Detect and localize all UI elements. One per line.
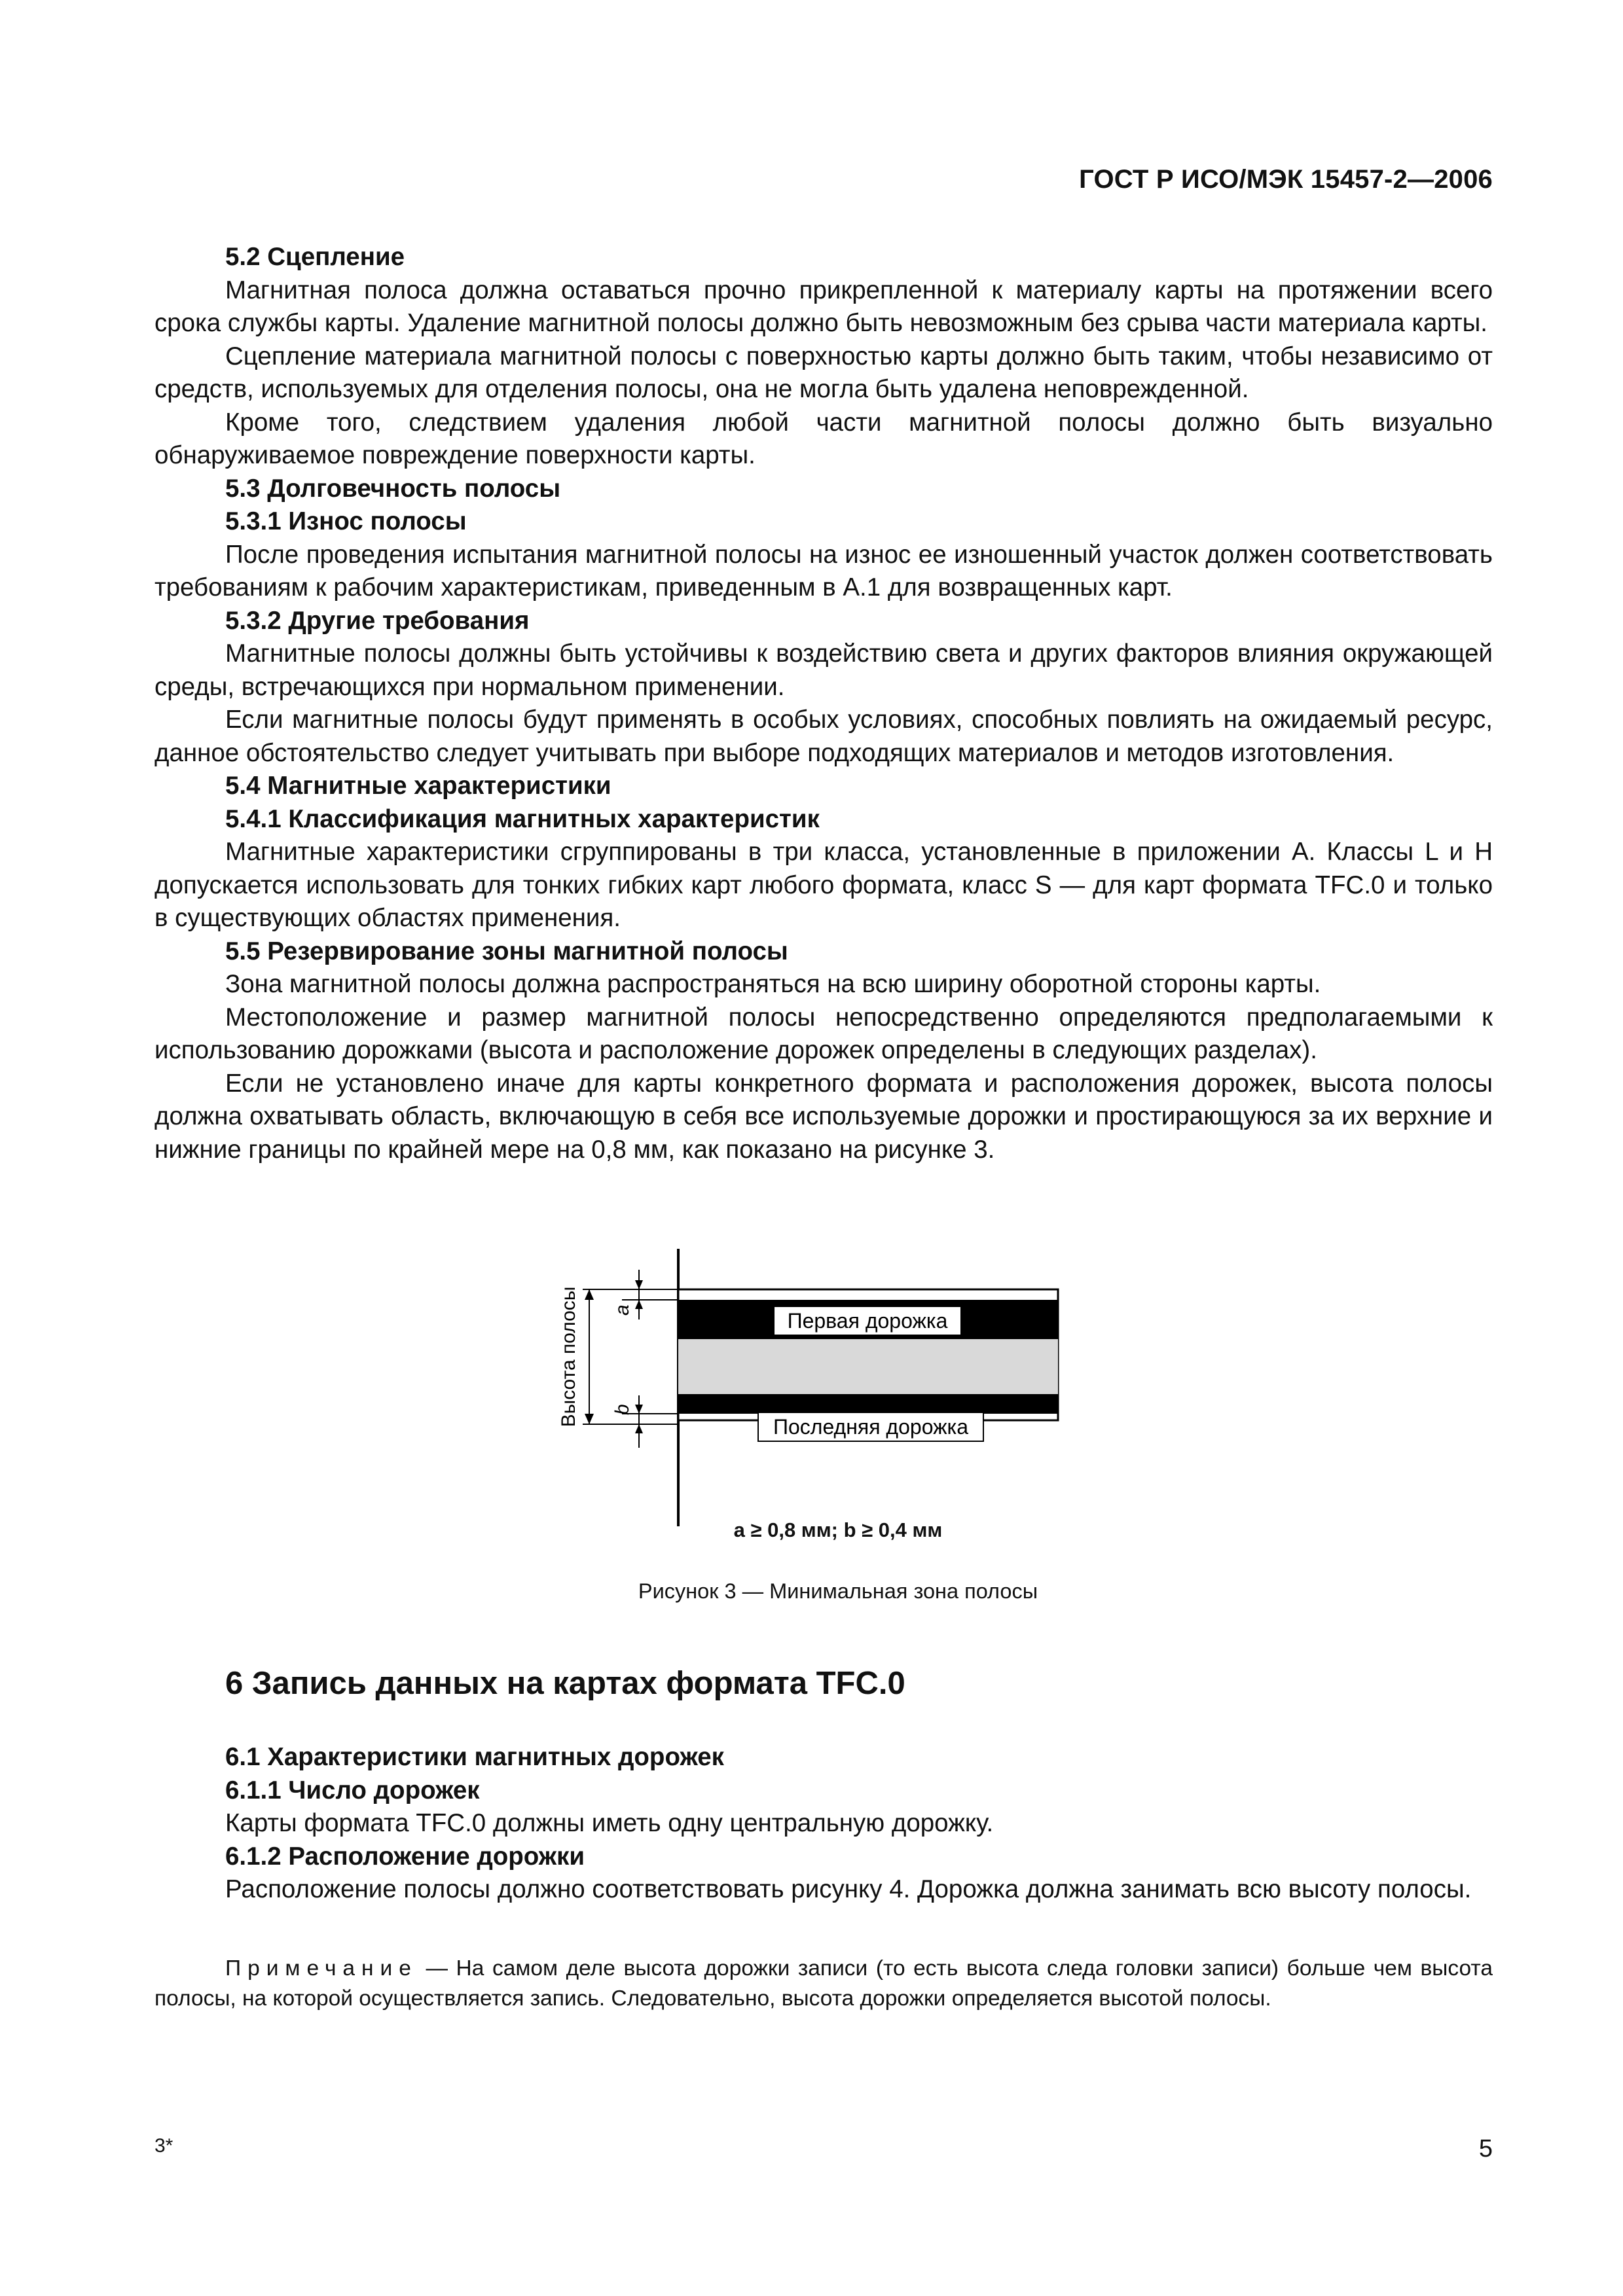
paragraph: Карты формата TFC.0 должны иметь одну центральную дорожку. bbox=[225, 1809, 994, 1837]
arrow-a-down-icon bbox=[635, 1280, 643, 1289]
section-6-1-2-heading: 6.1.2 Расположение дорожки bbox=[225, 1842, 585, 1871]
paragraph: Кроме того, следствием удаления любой части магнитной полосы должно быть визуально обнаруживаемое повреждение поверхности карты. bbox=[155, 408, 1493, 469]
paragraph: Местоположение и размер магнитной полосы непосредственно определяются предполагаемыми к использованию дорожками (высота и расположение дорожек определены в следующих разделах). bbox=[155, 1003, 1493, 1064]
section-6-1-heading: 6.1 Характеристики магнитных дорожек bbox=[225, 1743, 724, 1771]
arrow-a-up-icon bbox=[635, 1300, 643, 1309]
document-header: ГОСТ Р ИСО/МЭК 15457-2—2006 bbox=[1079, 165, 1493, 194]
section-6-body bbox=[155, 1741, 1493, 1907]
paragraph: Расположение полосы должно соответствовать рисунку 4. Дорожка должна занимать всю высоту полосы. bbox=[225, 1875, 1472, 1903]
label-a: a bbox=[611, 1304, 633, 1316]
section-5-4-1-heading: 5.4.1 Классификация магнитных характеристик bbox=[225, 804, 820, 833]
page-number: 5 bbox=[1478, 2135, 1493, 2162]
height-label: Высота полосы bbox=[558, 1286, 579, 1427]
paragraph: После проведения испытания магнитной полосы на износ ее изношенный участок должен соответствовать требованиям к рабочим характеристикам, приведенным в А.1 для возвращенных карт. bbox=[155, 540, 1493, 601]
figure-3-diagram bbox=[524, 1244, 1113, 1532]
paragraph: Магнитные полосы должны быть устойчивы к воздействию света и других факторов влияния окружающей среды, встречающихся при нормальном применении. bbox=[155, 639, 1493, 701]
first-track-label: Первая дорожка bbox=[787, 1309, 948, 1333]
arrow-down-icon bbox=[585, 1414, 594, 1424]
section-5-5-heading: 5.5 Резервирование зоны магнитной полосы bbox=[225, 937, 788, 965]
section-6-heading: 6 Запись данных на картах формата TFC.0 bbox=[225, 1666, 905, 1701]
figure-3-formula: a ≥ 0,8 мм; b ≥ 0,4 мм bbox=[733, 1518, 943, 1541]
paragraph: Если не установлено иначе для карты конкретного формата и расположения дорожек, высота полосы должна охватывать область, включающую в себя все используемые дорожки и простирающуюся за их верхние и нижние границы по крайней мере на 0,8 мм, как показано на рисунке 3. bbox=[155, 1069, 1493, 1164]
section-5-3-1-heading: 5.3.1 Износ полосы bbox=[225, 507, 467, 535]
arrow-up-icon bbox=[585, 1289, 594, 1300]
footer-mark: 3* bbox=[155, 2135, 173, 2157]
section-5-3-heading: 5.3 Долговечность полосы bbox=[225, 474, 561, 503]
last-track-band-top bbox=[678, 1394, 1058, 1414]
section-5-3-2-heading: 5.3.2 Другие требования bbox=[225, 606, 530, 635]
paragraph: Магнитные характеристики сгруппированы в три класса, установленные в приложении А. Классы L и H допускается использовать для тонких гибких карт любого формата, класс S — для карт формата TFC.0 и только в существующих областях применения. bbox=[155, 838, 1493, 932]
note-paragraph bbox=[155, 1954, 1493, 2014]
arrow-b-up-icon bbox=[635, 1424, 643, 1433]
paragraph: Зона магнитной полосы должна распространяться на всю ширину оборотной стороны карты. bbox=[225, 970, 1321, 998]
paragraph: Сцепление материала магнитной полосы с поверхностью карты должно быть таким, чтобы независимо от средств, используемых для отделения полосы, она не могла быть удалена неповрежденной. bbox=[155, 342, 1493, 403]
note-label: Примечание bbox=[225, 1956, 418, 1981]
label-b: b bbox=[611, 1404, 633, 1415]
last-track-label: Последняя дорожка bbox=[773, 1415, 969, 1439]
section-5-4-heading: 5.4 Магнитные характеристики bbox=[225, 772, 611, 800]
paragraph: Магнитная полоса должна оставаться прочно прикрепленной к материалу карты на протяжении всего срока службы карты. Удаление магнитной полосы должно быть невозможным без срыва части материала карты. bbox=[155, 276, 1493, 337]
note-text: — На самом деле высота дорожки записи (то есть высота следа головки записи) больше чем высота полосы, на которой осуществляется запись. Следовательно, высота дорожки определяется высотой полосы. bbox=[155, 1956, 1493, 2011]
section-6-1-1-heading: 6.1.1 Число дорожек bbox=[225, 1776, 480, 1804]
section-5-2-heading: 5.2 Сцепление bbox=[225, 243, 405, 271]
arrow-b-down-icon bbox=[635, 1405, 643, 1414]
main-text bbox=[155, 241, 1493, 1166]
paragraph: Если магнитные полосы будут применять в особых условиях, способных повлиять на ожидаемый ресурс, данное обстоятельство следует учитывать при выборе подходящих материалов и методов изготовления. bbox=[155, 706, 1493, 767]
section-6 bbox=[155, 1664, 1493, 1703]
gap-band bbox=[678, 1339, 1058, 1394]
figure-3-caption: Рисунок 3 — Минимальная зона полосы bbox=[638, 1579, 1038, 1603]
